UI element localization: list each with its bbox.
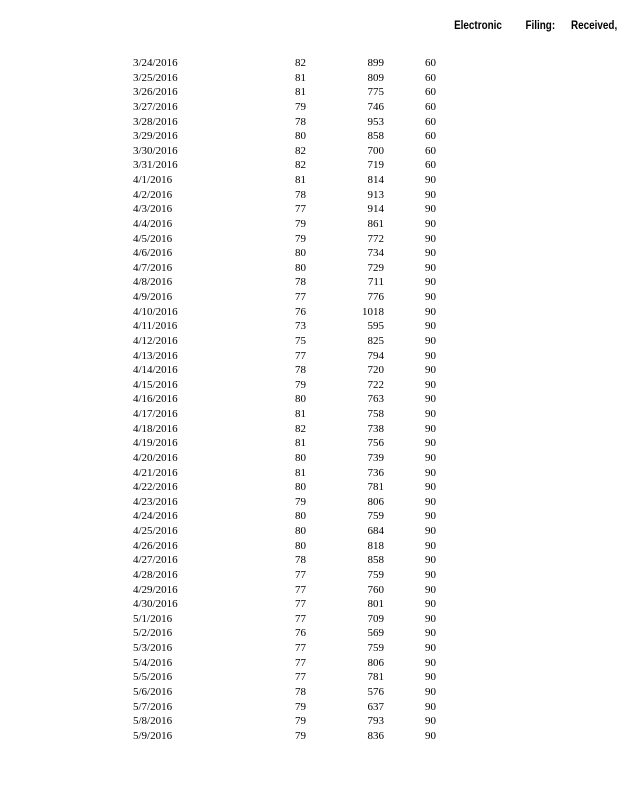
table-row <box>0 188 618 203</box>
value-c-cell: 90 <box>425 685 436 698</box>
value-c-cell: 90 <box>425 656 436 669</box>
date-cell: 4/29/2016 <box>133 583 178 596</box>
value-b-cell: 734 <box>367 247 384 260</box>
table-row <box>0 202 618 217</box>
date-cell: 4/21/2016 <box>133 466 178 479</box>
value-a-cell: 80 <box>295 261 306 274</box>
date-cell: 4/2/2016 <box>133 188 173 201</box>
value-a-cell: 78 <box>295 554 306 567</box>
value-c-cell: 90 <box>425 612 436 625</box>
value-b-cell: 825 <box>367 334 384 347</box>
value-c-cell: 90 <box>425 715 436 728</box>
table-row <box>0 641 618 656</box>
value-b-cell: 720 <box>367 364 384 377</box>
date-cell: 4/26/2016 <box>133 539 178 552</box>
value-c-cell: 90 <box>425 481 436 494</box>
date-cell: 5/7/2016 <box>133 700 173 713</box>
date-cell: 4/5/2016 <box>133 232 173 245</box>
value-c-cell: 90 <box>425 539 436 552</box>
table-row <box>0 553 618 568</box>
value-c-cell: 90 <box>425 495 436 508</box>
value-b-cell: 746 <box>367 100 384 113</box>
value-a-cell: 80 <box>295 393 306 406</box>
table-row <box>0 261 618 276</box>
value-a-cell: 82 <box>295 159 306 172</box>
value-b-cell: 809 <box>367 71 384 84</box>
value-c-cell: 90 <box>425 174 436 186</box>
date-cell: 4/15/2016 <box>133 378 178 391</box>
value-c-cell: 90 <box>425 203 436 216</box>
header-filing: Filing: <box>525 20 556 32</box>
table-row <box>0 407 618 422</box>
date-cell: 5/5/2016 <box>133 671 173 684</box>
value-a-cell: 77 <box>295 568 306 581</box>
value-a-cell: 81 <box>295 71 306 84</box>
value-c-cell: 90 <box>425 671 436 684</box>
value-a-cell: 80 <box>295 451 306 464</box>
value-c-cell: 90 <box>425 364 436 377</box>
value-b-cell: 758 <box>367 408 384 420</box>
value-a-cell: 80 <box>295 481 306 494</box>
value-b-cell: 1018 <box>362 305 384 318</box>
table-row <box>0 495 618 510</box>
table-row <box>0 334 618 349</box>
value-b-cell: 818 <box>367 539 384 552</box>
value-a-cell: 78 <box>295 364 306 377</box>
table-row <box>0 451 618 466</box>
date-cell: 4/25/2016 <box>133 525 178 537</box>
value-a-cell: 79 <box>295 729 306 742</box>
value-b-cell: 861 <box>367 217 384 230</box>
value-b-cell: 760 <box>367 583 384 596</box>
value-a-cell: 78 <box>295 115 306 128</box>
date-cell: 4/11/2016 <box>133 320 178 333</box>
table-row <box>0 232 618 247</box>
value-b-cell: 836 <box>367 729 384 742</box>
value-c-cell: 90 <box>425 598 436 611</box>
value-c-cell: 90 <box>425 393 436 406</box>
value-b-cell: 775 <box>367 86 384 99</box>
value-a-cell: 77 <box>295 583 306 596</box>
value-a-cell: 79 <box>295 700 306 713</box>
value-c-cell: 90 <box>425 217 436 230</box>
date-cell: 4/27/2016 <box>133 554 178 567</box>
table-row <box>0 597 618 612</box>
value-a-cell: 81 <box>295 466 306 479</box>
value-c-cell: 90 <box>425 276 436 289</box>
table-row <box>0 612 618 627</box>
value-a-cell: 77 <box>295 642 306 654</box>
date-cell: 3/27/2016 <box>133 100 178 113</box>
value-c-cell: 90 <box>425 232 436 245</box>
value-b-cell: 738 <box>367 422 384 435</box>
value-a-cell: 79 <box>295 715 306 728</box>
table-row <box>0 246 618 261</box>
value-b-cell: 711 <box>367 276 384 289</box>
value-a-cell: 73 <box>295 320 306 333</box>
value-c-cell: 90 <box>425 510 436 523</box>
value-a-cell: 80 <box>295 525 306 537</box>
date-cell: 4/9/2016 <box>133 291 173 303</box>
value-c-cell: 60 <box>425 100 436 113</box>
value-b-cell: 595 <box>367 320 384 333</box>
date-cell: 4/14/2016 <box>133 364 178 377</box>
date-cell: 5/2/2016 <box>133 627 173 640</box>
date-cell: 4/10/2016 <box>133 305 178 318</box>
value-c-cell: 90 <box>425 437 436 450</box>
header-electronic: Electronic <box>454 20 502 32</box>
value-b-cell: 801 <box>367 598 384 611</box>
table-row <box>0 275 618 290</box>
value-a-cell: 82 <box>295 422 306 435</box>
value-a-cell: 77 <box>295 349 306 362</box>
table-row <box>0 378 618 393</box>
value-b-cell: 759 <box>367 568 384 581</box>
value-b-cell: 759 <box>367 642 384 654</box>
date-cell: 5/6/2016 <box>133 685 173 698</box>
value-a-cell: 77 <box>295 612 306 625</box>
table-row <box>0 626 618 641</box>
value-a-cell: 81 <box>295 408 306 420</box>
value-c-cell: 90 <box>425 334 436 347</box>
value-c-cell: 90 <box>425 349 436 362</box>
value-c-cell: 90 <box>425 583 436 596</box>
table-row <box>0 700 618 715</box>
value-c-cell: 90 <box>425 247 436 260</box>
date-cell: 4/18/2016 <box>133 422 178 435</box>
table-row <box>0 656 618 671</box>
value-a-cell: 80 <box>295 539 306 552</box>
value-b-cell: 776 <box>367 291 384 303</box>
value-b-cell: 794 <box>367 349 384 362</box>
value-b-cell: 858 <box>367 130 384 143</box>
value-c-cell: 90 <box>425 291 436 303</box>
value-c-cell: 90 <box>425 642 436 654</box>
value-a-cell: 79 <box>295 232 306 245</box>
date-cell: 4/1/2016 <box>133 174 173 186</box>
value-a-cell: 81 <box>295 86 306 99</box>
table-row <box>0 290 618 305</box>
date-cell: 3/26/2016 <box>133 86 178 99</box>
date-cell: 4/19/2016 <box>133 437 178 450</box>
date-cell: 4/17/2016 <box>133 408 178 420</box>
date-cell: 4/13/2016 <box>133 349 178 362</box>
date-cell: 4/6/2016 <box>133 247 173 260</box>
value-b-cell: 858 <box>367 554 384 567</box>
date-cell: 3/24/2016 <box>133 57 178 69</box>
value-a-cell: 82 <box>295 57 306 69</box>
table-row <box>0 158 618 173</box>
value-b-cell: 729 <box>367 261 384 274</box>
value-b-cell: 759 <box>367 510 384 523</box>
value-b-cell: 719 <box>367 159 384 172</box>
table-row <box>0 568 618 583</box>
value-c-cell: 60 <box>425 71 436 84</box>
date-cell: 4/8/2016 <box>133 276 173 289</box>
value-c-cell: 90 <box>425 261 436 274</box>
date-cell: 5/8/2016 <box>133 715 173 728</box>
value-b-cell: 913 <box>367 188 384 201</box>
value-b-cell: 736 <box>367 466 384 479</box>
header-received: Received, <box>571 20 618 32</box>
table-row <box>0 524 618 539</box>
value-c-cell: 90 <box>425 554 436 567</box>
value-b-cell: 739 <box>367 451 384 464</box>
value-c-cell: 90 <box>425 466 436 479</box>
value-a-cell: 77 <box>295 656 306 669</box>
value-c-cell: 90 <box>425 378 436 391</box>
value-c-cell: 90 <box>425 422 436 435</box>
date-cell: 5/1/2016 <box>133 612 173 625</box>
value-a-cell: 77 <box>295 671 306 684</box>
value-a-cell: 75 <box>295 334 306 347</box>
value-c-cell: 90 <box>425 451 436 464</box>
value-b-cell: 763 <box>367 393 384 406</box>
value-a-cell: 79 <box>295 217 306 230</box>
value-a-cell: 78 <box>295 276 306 289</box>
value-a-cell: 79 <box>295 100 306 113</box>
value-b-cell: 914 <box>367 203 384 216</box>
value-c-cell: 60 <box>425 57 436 69</box>
table-row <box>0 56 618 71</box>
date-cell: 3/28/2016 <box>133 115 178 128</box>
date-cell: 4/7/2016 <box>133 261 173 274</box>
value-c-cell: 60 <box>425 115 436 128</box>
value-a-cell: 81 <box>295 174 306 186</box>
value-a-cell: 76 <box>295 305 306 318</box>
date-cell: 4/22/2016 <box>133 481 178 494</box>
value-a-cell: 80 <box>295 247 306 260</box>
value-a-cell: 79 <box>295 378 306 391</box>
value-a-cell: 77 <box>295 598 306 611</box>
value-a-cell: 79 <box>295 495 306 508</box>
table-row <box>0 115 618 130</box>
table-row <box>0 349 618 364</box>
date-cell: 3/31/2016 <box>133 159 178 172</box>
table-row <box>0 363 618 378</box>
value-a-cell: 82 <box>295 144 306 157</box>
value-c-cell: 90 <box>425 305 436 318</box>
table-row <box>0 71 618 86</box>
date-cell: 3/30/2016 <box>133 144 178 157</box>
value-b-cell: 576 <box>367 685 384 698</box>
value-a-cell: 77 <box>295 291 306 303</box>
value-a-cell: 78 <box>295 188 306 201</box>
value-b-cell: 814 <box>367 174 384 186</box>
value-c-cell: 60 <box>425 159 436 172</box>
value-a-cell: 77 <box>295 203 306 216</box>
table-row <box>0 714 618 729</box>
table-row <box>0 392 618 407</box>
date-cell: 3/29/2016 <box>133 130 178 143</box>
value-b-cell: 953 <box>367 115 384 128</box>
table-row <box>0 85 618 100</box>
table-row <box>0 509 618 524</box>
table-row <box>0 685 618 700</box>
table-row <box>0 670 618 685</box>
value-c-cell: 60 <box>425 86 436 99</box>
value-b-cell: 781 <box>367 671 384 684</box>
date-cell: 4/12/2016 <box>133 334 178 347</box>
date-cell: 4/20/2016 <box>133 451 178 464</box>
value-c-cell: 90 <box>425 729 436 742</box>
date-cell: 4/28/2016 <box>133 568 178 581</box>
table-row <box>0 173 618 188</box>
date-cell: 4/4/2016 <box>133 217 173 230</box>
value-b-cell: 700 <box>367 144 384 157</box>
value-c-cell: 90 <box>425 568 436 581</box>
date-cell: 3/25/2016 <box>133 71 178 84</box>
value-b-cell: 709 <box>367 612 384 625</box>
table-row <box>0 436 618 451</box>
value-c-cell: 90 <box>425 408 436 420</box>
table-row <box>0 422 618 437</box>
value-c-cell: 90 <box>425 700 436 713</box>
value-a-cell: 81 <box>295 437 306 450</box>
table-row <box>0 480 618 495</box>
value-b-cell: 756 <box>367 437 384 450</box>
data-table <box>0 56 618 743</box>
value-c-cell: 60 <box>425 144 436 157</box>
value-b-cell: 899 <box>367 57 384 69</box>
value-a-cell: 76 <box>295 627 306 640</box>
date-cell: 4/30/2016 <box>133 598 178 611</box>
filing-header <box>0 20 618 36</box>
value-a-cell: 78 <box>295 685 306 698</box>
date-cell: 5/3/2016 <box>133 642 173 654</box>
table-row <box>0 539 618 554</box>
date-cell: 5/9/2016 <box>133 729 173 742</box>
value-b-cell: 637 <box>367 700 384 713</box>
value-c-cell: 90 <box>425 525 436 537</box>
value-b-cell: 684 <box>367 525 384 537</box>
table-row <box>0 144 618 159</box>
value-a-cell: 80 <box>295 130 306 143</box>
value-b-cell: 806 <box>367 495 384 508</box>
date-cell: 4/24/2016 <box>133 510 178 523</box>
value-b-cell: 806 <box>367 656 384 669</box>
date-cell: 5/4/2016 <box>133 656 173 669</box>
date-cell: 4/23/2016 <box>133 495 178 508</box>
value-c-cell: 60 <box>425 130 436 143</box>
table-row <box>0 129 618 144</box>
date-cell: 4/16/2016 <box>133 393 178 406</box>
table-row <box>0 729 618 744</box>
value-b-cell: 793 <box>367 715 384 728</box>
table-row <box>0 305 618 320</box>
date-cell: 4/3/2016 <box>133 203 173 216</box>
value-b-cell: 781 <box>367 481 384 494</box>
table-row <box>0 583 618 598</box>
table-row <box>0 217 618 232</box>
value-b-cell: 722 <box>367 378 384 391</box>
table-row <box>0 319 618 334</box>
table-row <box>0 466 618 481</box>
table-row <box>0 100 618 115</box>
value-b-cell: 569 <box>367 627 384 640</box>
value-c-cell: 90 <box>425 320 436 333</box>
value-a-cell: 80 <box>295 510 306 523</box>
value-c-cell: 90 <box>425 188 436 201</box>
value-b-cell: 772 <box>367 232 384 245</box>
value-c-cell: 90 <box>425 627 436 640</box>
